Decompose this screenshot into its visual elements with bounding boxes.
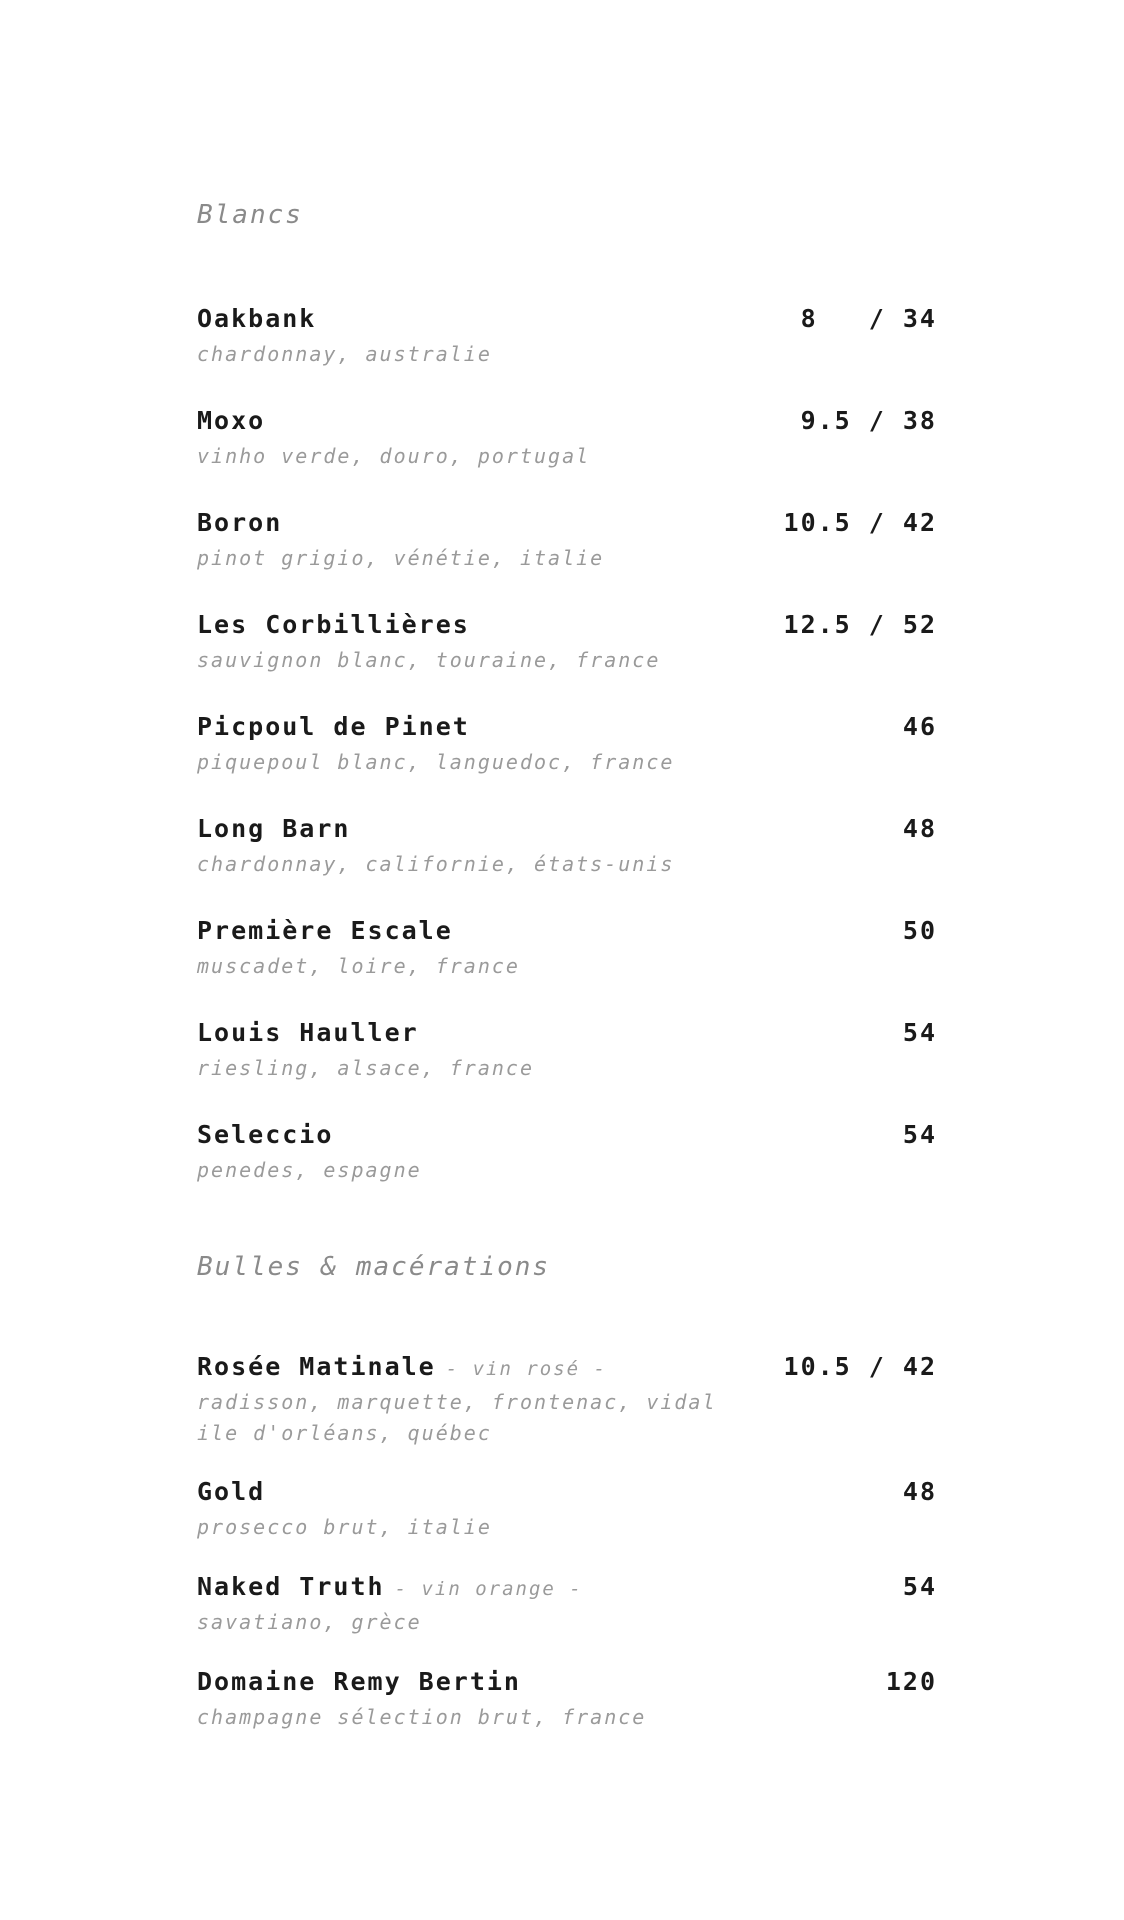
wine-description: penedes, espagne	[197, 1158, 422, 1182]
wine-description: sauvignon blanc, touraine, france	[197, 648, 661, 672]
wine-description: champagne sélection brut, france	[197, 1705, 647, 1729]
wine-price: 8 / 34	[800, 304, 937, 333]
wine-description: piquepoul blanc, languedoc, france	[197, 750, 675, 774]
wine-price: 12.5 / 52	[783, 610, 937, 639]
wine-price: 9.5 / 38	[800, 406, 937, 435]
wine-price: 120	[885, 1667, 937, 1696]
wine-name: Naked Truth	[197, 1572, 385, 1601]
wine-price: 48	[902, 1477, 937, 1506]
wine-price: 10.5 / 42	[783, 1352, 937, 1381]
wine-item	[197, 404, 937, 472]
wine-description: chardonnay, australie	[197, 342, 492, 366]
section-title-bulles: Bulles & macérations	[197, 1252, 551, 1282]
wine-type-tag: - vin rosé -	[445, 1358, 607, 1380]
wine-name: Long Barn	[197, 814, 351, 843]
wine-description: prosecco brut, italie	[197, 1515, 492, 1539]
wine-name: Moxo	[197, 406, 266, 435]
wine-item	[197, 1016, 937, 1084]
wine-item	[197, 1475, 937, 1543]
wine-price: 54	[902, 1018, 937, 1047]
wine-item	[197, 1570, 937, 1638]
wine-item	[197, 506, 937, 574]
wine-description: vinho verde, douro, portugal	[197, 444, 591, 468]
wine-name: Seleccio	[197, 1120, 334, 1149]
wine-description-line2: ile d'orléans, québec	[197, 1421, 492, 1445]
wine-price: 10.5 / 42	[783, 508, 937, 537]
wine-name: Les Corbillières	[197, 610, 470, 639]
wine-description: chardonnay, californie, états-unis	[197, 852, 675, 876]
wine-name: Gold	[197, 1477, 266, 1506]
wine-name: Domaine Remy Bertin	[197, 1667, 521, 1696]
wine-description: savatiano, grèce	[197, 1610, 422, 1634]
wine-item	[197, 302, 937, 370]
wine-price: 48	[902, 814, 937, 843]
wine-description: radisson, marquette, frontenac, vidal	[197, 1390, 717, 1414]
wine-name: Première Escale	[197, 916, 453, 945]
wine-item	[197, 1118, 937, 1186]
wine-name: Boron	[197, 508, 283, 537]
wine-name: Oakbank	[197, 304, 317, 333]
wine-item	[197, 1350, 937, 1449]
wine-item	[197, 914, 937, 982]
wine-item	[197, 1665, 937, 1733]
wine-description: riesling, alsace, france	[197, 1056, 534, 1080]
wine-name: Picpoul de Pinet	[197, 712, 470, 741]
wine-item	[197, 812, 937, 880]
wine-item	[197, 608, 937, 676]
wine-description: pinot grigio, vénétie, italie	[197, 546, 605, 570]
wine-item	[197, 710, 937, 778]
wine-description: muscadet, loire, france	[197, 954, 520, 978]
wine-price: 50	[902, 916, 937, 945]
section-title-blancs: Blancs	[197, 200, 303, 230]
wine-price: 54	[902, 1120, 937, 1149]
wine-price: 54	[902, 1572, 937, 1601]
wine-price: 46	[902, 712, 937, 741]
wine-name: Rosée Matinale	[197, 1352, 436, 1381]
wine-type-tag: - vin orange -	[394, 1578, 583, 1600]
wine-name: Louis Hauller	[197, 1018, 419, 1047]
